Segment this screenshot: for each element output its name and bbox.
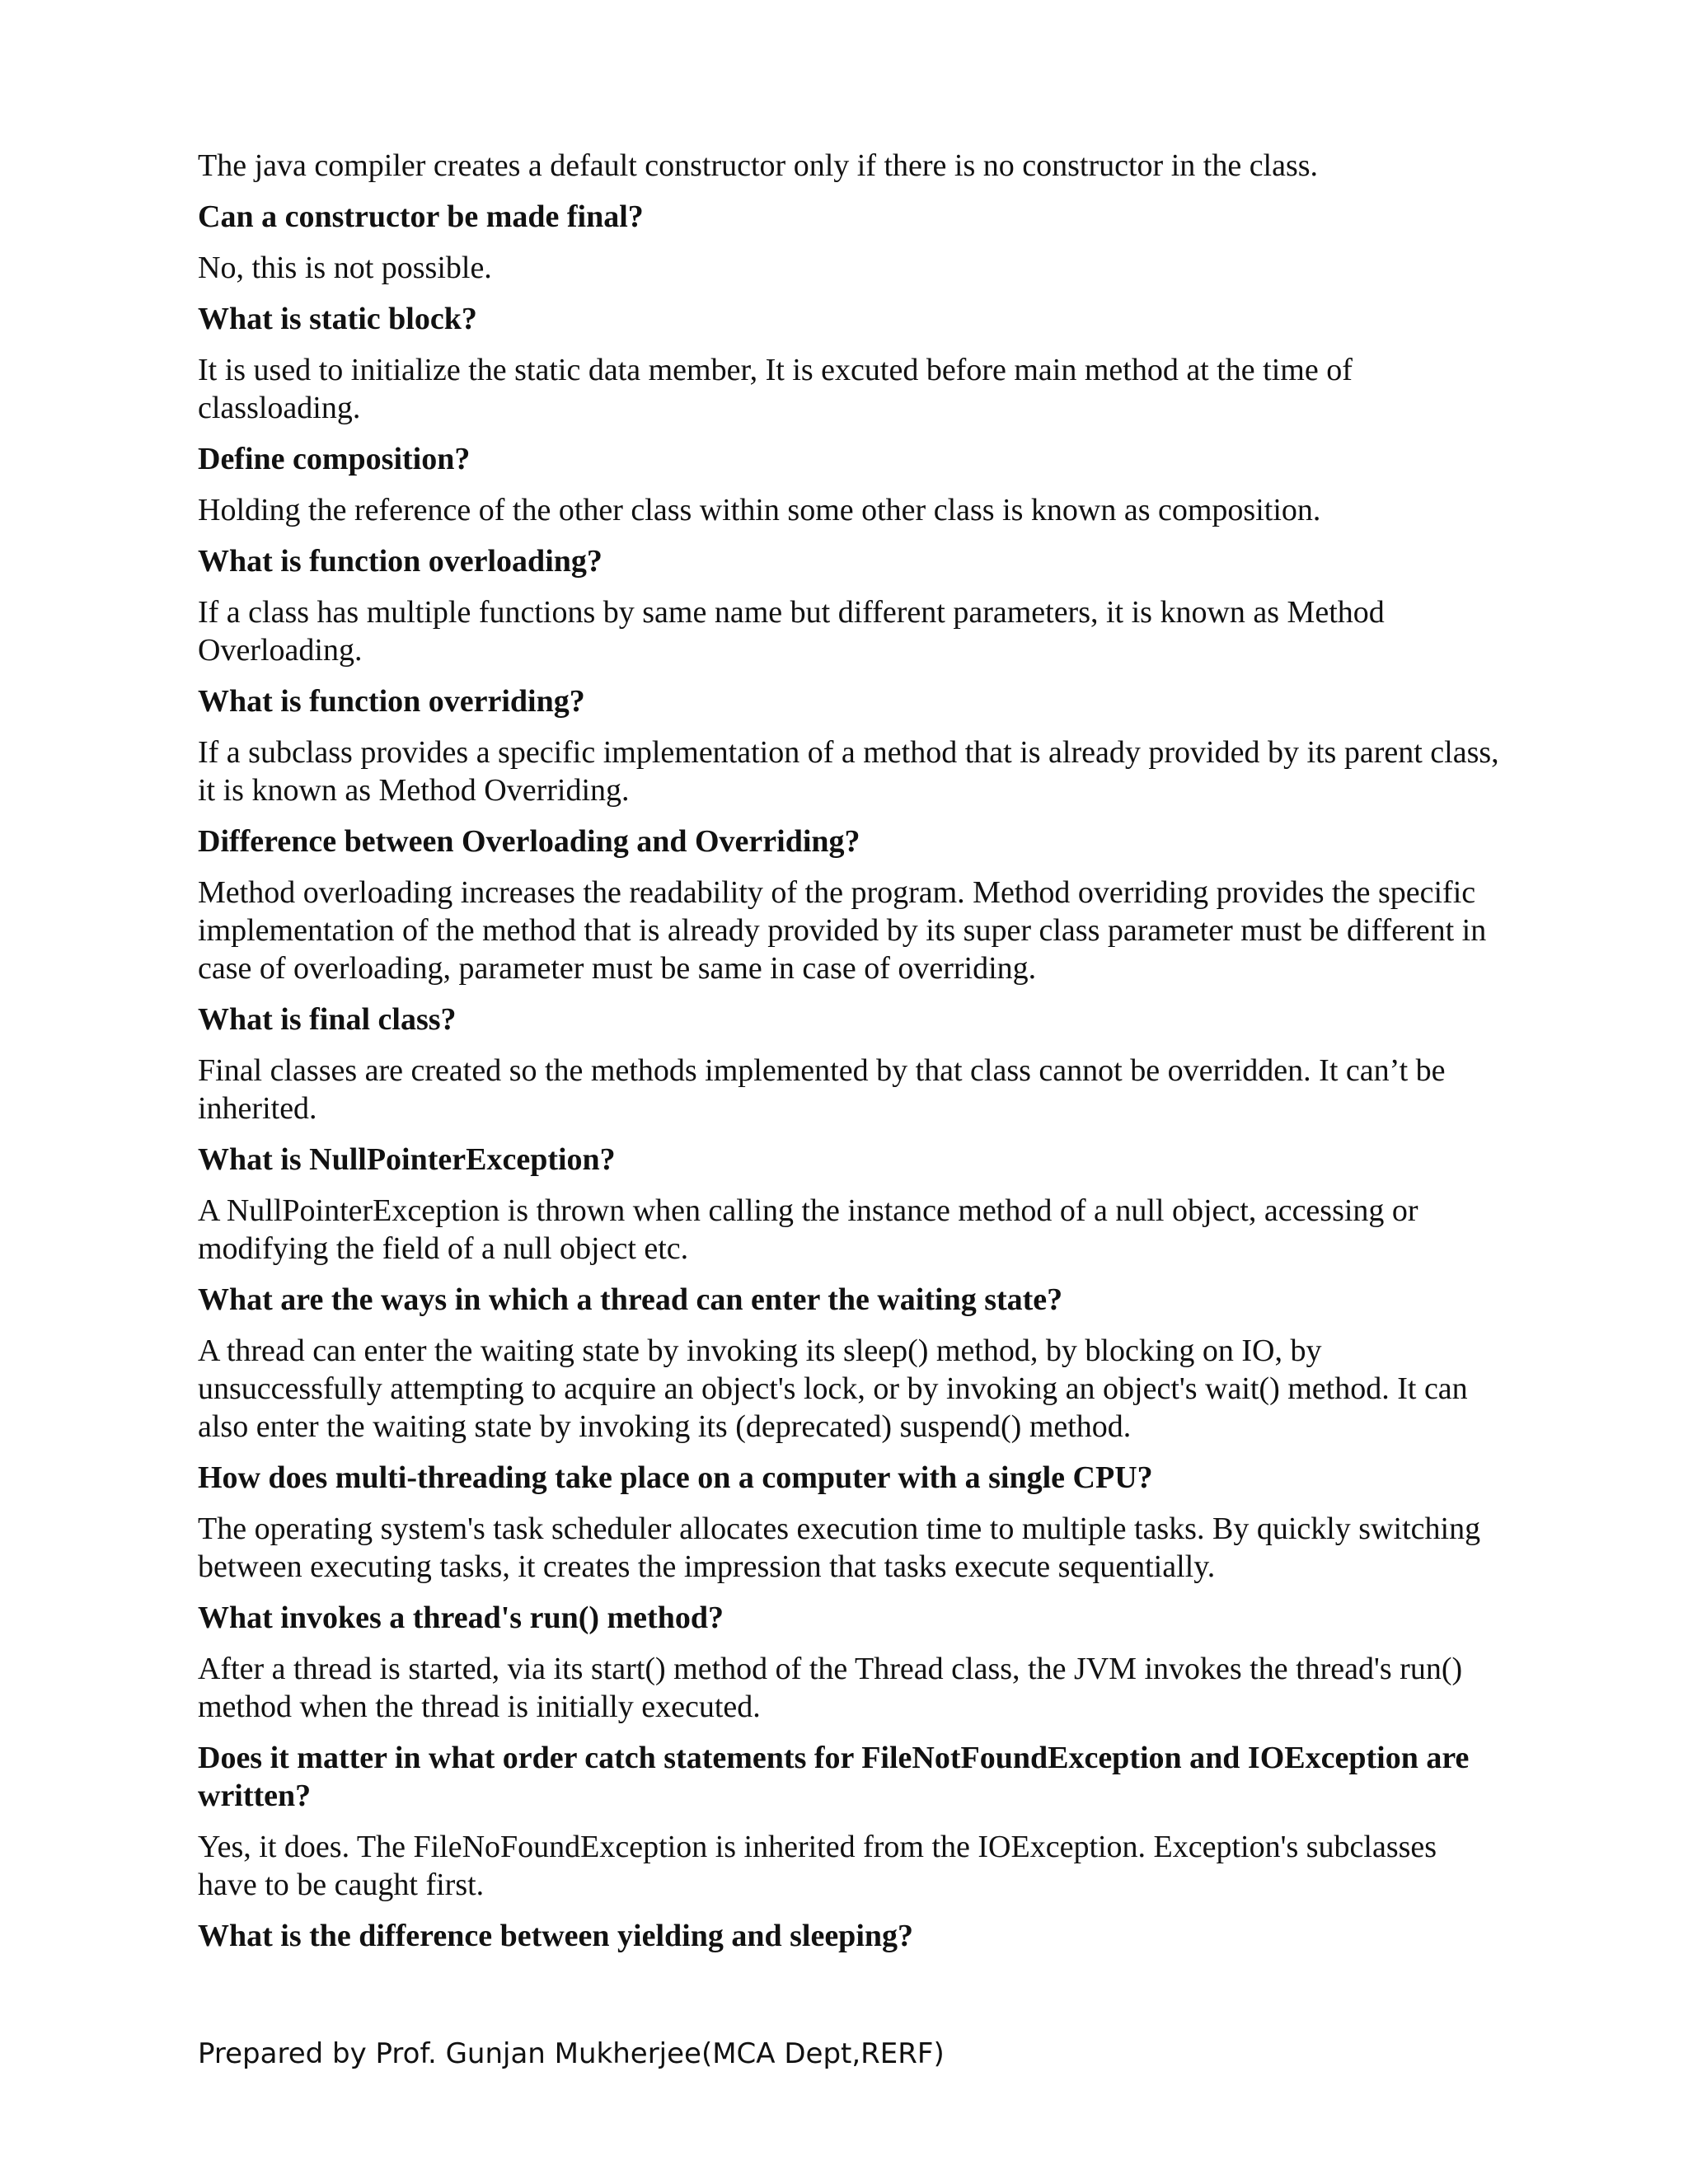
question-heading: What invokes a thread's run() method? xyxy=(198,1601,724,1635)
answer-paragraph: After a thread is started, via its start() method of the Thread class, the JVM invokes the thread's run() method when the thread is initially executed. xyxy=(198,1652,1463,1724)
qa-item-6 xyxy=(198,823,1500,987)
qa-item-9 xyxy=(198,1281,1500,1446)
answer-paragraph: It is used to initialize the static data member, It is excuted before main method at the time of classloading. xyxy=(198,353,1353,425)
answer-paragraph: A thread can enter the waiting state by invoking its sleep() method, by blocking on IO, by unsuccessfully attempting to acquire an object's lock, or by invoking an object's wait() method. It can also enter the waiting state by invoking its (deprecated) suspend() method. xyxy=(198,1333,1468,1444)
qa-item-8 xyxy=(198,1141,1500,1268)
qa-item-7 xyxy=(198,1001,1500,1127)
question-heading: Define composition? xyxy=(198,442,471,476)
qa-item-11 xyxy=(198,1599,1500,1726)
answer-paragraph: No, this is not possible. xyxy=(198,251,492,285)
answer-paragraph: If a class has multiple functions by same name but different parameters, it is known as Method Overloading. xyxy=(198,595,1385,668)
question-heading: Does it matter in what order catch statements for FileNotFoundException and IOException are written? xyxy=(198,1741,1470,1813)
question-heading: What is function overloading? xyxy=(198,544,603,579)
qa-item-4 xyxy=(198,542,1500,669)
question-heading: What is static block? xyxy=(198,302,477,336)
document-page xyxy=(198,147,1500,1968)
question-heading: What is NullPointerException? xyxy=(198,1142,616,1177)
qa-item-3 xyxy=(198,440,1500,529)
qa-item-10 xyxy=(198,1459,1500,1586)
question-heading: Can a constructor be made final? xyxy=(198,199,644,234)
answer-paragraph: Yes, it does. The FileNoFoundException is inherited from the IOException. Exception's subclasses have to be caught first. xyxy=(198,1830,1437,1902)
question-heading: What is function overriding? xyxy=(198,684,585,719)
question-heading: How does multi-threading take place on a computer with a single CPU? xyxy=(198,1460,1153,1495)
qa-item-5 xyxy=(198,682,1500,809)
question-heading: What is final class? xyxy=(198,1002,457,1037)
question-heading: What are the ways in which a thread can enter the waiting state? xyxy=(198,1282,1063,1317)
question-heading: Difference between Overloading and Overriding? xyxy=(198,824,860,859)
answer-paragraph: If a subclass provides a specific implementation of a method that is already provided by its parent class, it is known as Method Overriding. xyxy=(198,735,1499,808)
answer-paragraph: The operating system's task scheduler allocates execution time to multiple tasks. By quickly switching between executing tasks, it creates the impression that tasks execute sequentially. xyxy=(198,1511,1481,1584)
question-heading: What is the difference between yielding and sleeping? xyxy=(198,1919,914,1953)
qa-item-12 xyxy=(198,1739,1500,1904)
qa-item-2 xyxy=(198,300,1500,427)
answer-paragraph: Final classes are created so the methods implemented by that class cannot be overridden. It can’t be inherited. xyxy=(198,1053,1446,1126)
qa-item-1 xyxy=(198,198,1500,287)
answer-paragraph: Method overloading increases the readability of the program. Method overriding provides the specific implementation of the method that is already provided by its super class parameter must be different in case of overloading, parameter must be same in case of overriding. xyxy=(198,875,1487,986)
qa-item-13 xyxy=(198,1917,1500,1955)
page-footer: Prepared by Prof. Gunjan Mukherjee(MCA Dept,RERF) xyxy=(198,2037,945,2070)
answer-paragraph: Holding the reference of the other class within some other class is known as composition. xyxy=(198,493,1321,527)
intro-paragraph: The java compiler creates a default constructor only if there is no constructor in the class. xyxy=(198,148,1319,183)
answer-paragraph: A NullPointerException is thrown when calling the instance method of a null object, accessing or modifying the field of a null object etc. xyxy=(198,1193,1418,1266)
